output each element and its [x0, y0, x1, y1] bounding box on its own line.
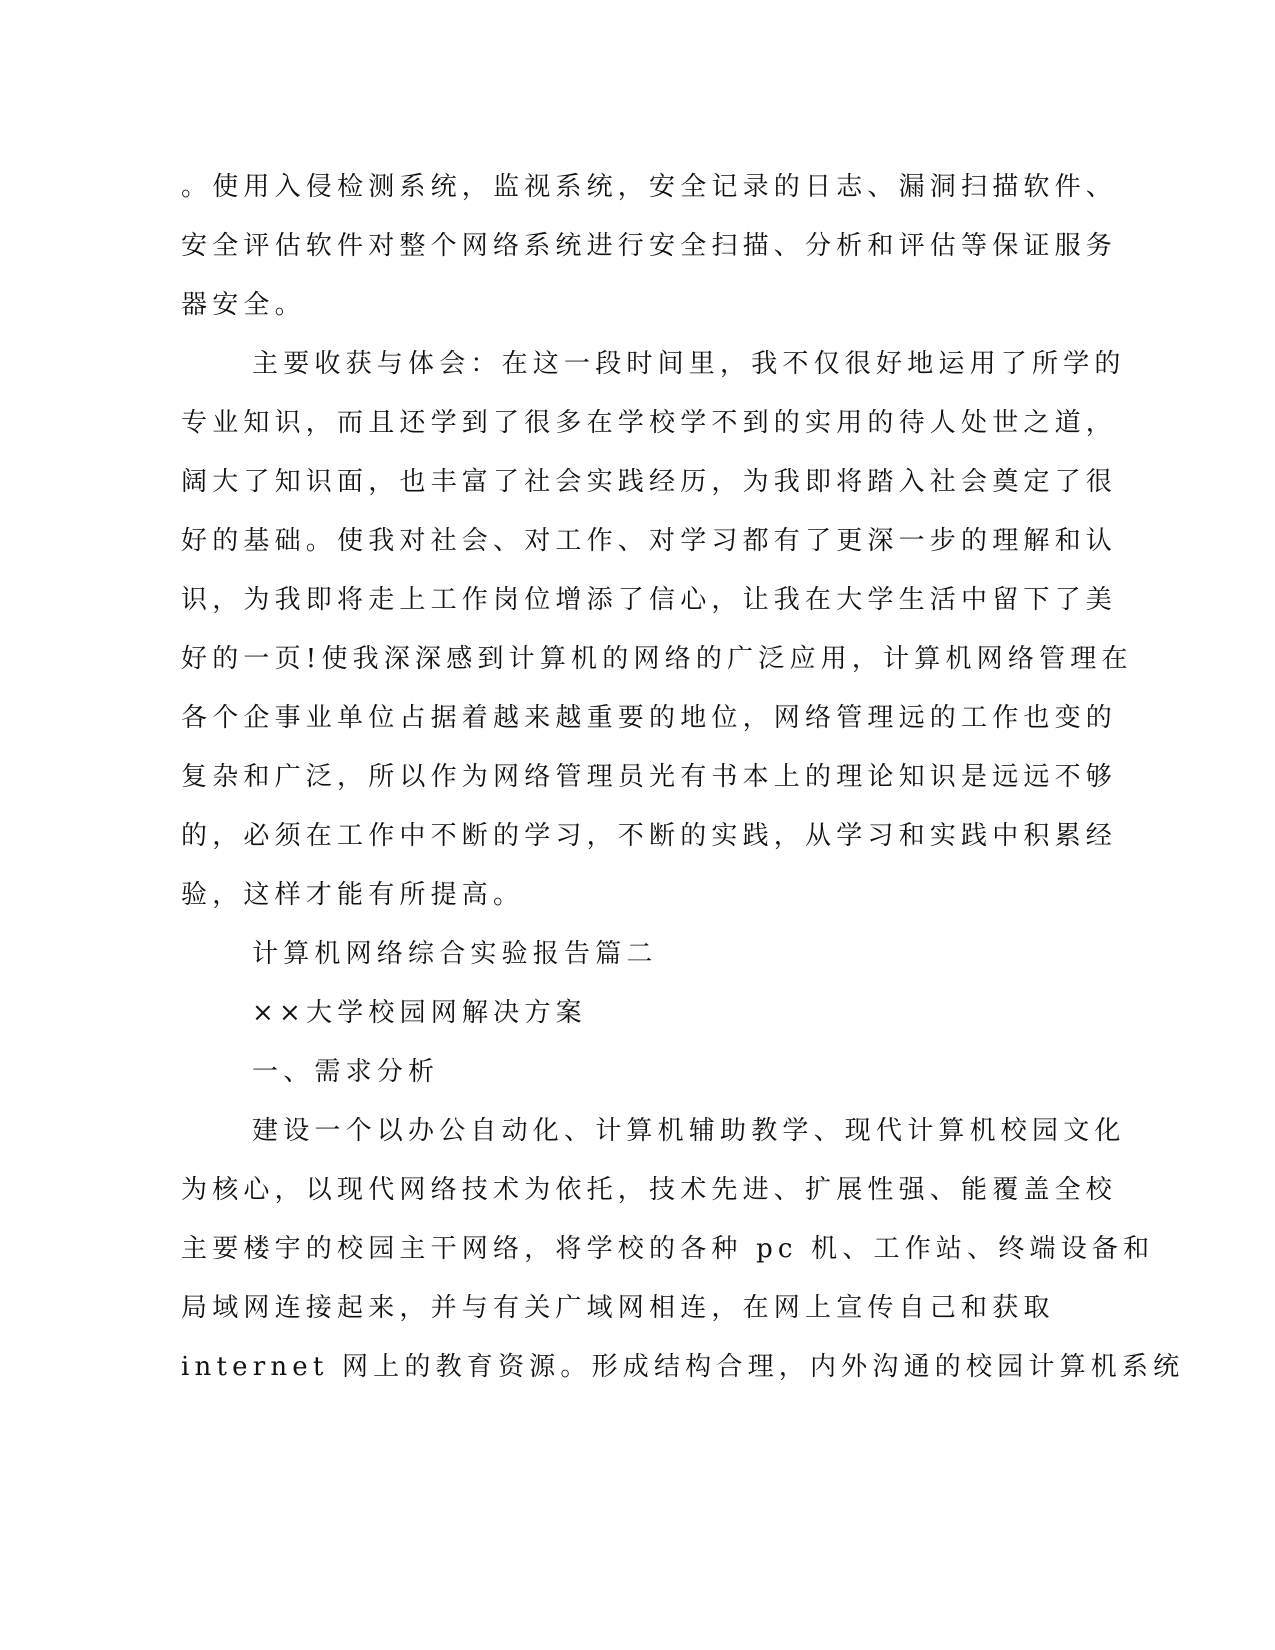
text-line: 安全评估软件对整个网络系统进行安全扫描、分析和评估等保证服务 — [181, 231, 1118, 261]
document-body — [181, 158, 1185, 1397]
text-line: 专业知识，而且还学到了很多在学校学不到的实用的待人处世之道， — [181, 408, 1118, 438]
text-line: 阔大了知识面，也丰富了社会实践经历，为我即将踏入社会奠定了很 — [181, 467, 1118, 497]
text-line: 局域网连接起来，并与有关广域网相连，在网上宣传自己和获取 — [181, 1293, 1055, 1323]
document-subtitle: ××大学校园网解决方案 — [252, 998, 587, 1028]
text-line: 各个企事业单位占据着越来越重要的地位，网络管理远的工作也变的 — [181, 703, 1118, 733]
text-line: 复杂和广泛，所以作为网络管理员光有书本上的理论知识是远远不够 — [181, 762, 1118, 792]
text-line: 主要楼宇的校园主干网络，将学校的各种 pc 机、工作站、终端设备和 — [181, 1234, 1155, 1264]
text-line: 好的基础。使我对社会、对工作、对学习都有了更深一步的理解和认 — [181, 526, 1118, 556]
paragraph-first-line: 建设一个以办公自动化、计算机辅助教学、现代计算机校园文化 — [252, 1116, 1126, 1146]
text-line: 好的一页!使我深深感到计算机的网络的广泛应用，计算机网络管理在 — [181, 644, 1133, 674]
section-title: 计算机网络综合实验报告篇二 — [252, 939, 658, 969]
text-line: 的，必须在工作中不断的学习，不断的实践，从学习和实践中积累经 — [181, 821, 1118, 851]
text-line: 。使用入侵检测系统，监视系统，安全记录的日志、漏洞扫描软件、 — [181, 172, 1118, 202]
text-line: internet 网上的教育资源。形成结构合理，内外沟通的校园计算机系统 — [181, 1352, 1185, 1382]
text-line: 识，为我即将走上工作岗位增添了信心，让我在大学生活中留下了美 — [181, 585, 1118, 615]
text-line: 为核心，以现代网络技术为依托，技术先进、扩展性强、能覆盖全校 — [181, 1175, 1118, 1205]
text-line: 验，这样才能有所提高。 — [181, 880, 525, 910]
text-line: 器安全。 — [181, 290, 306, 320]
section-heading: 一、需求分析 — [252, 1057, 440, 1087]
paragraph-first-line: 主要收获与体会：在这一段时间里，我不仅很好地运用了所学的 — [252, 349, 1126, 379]
